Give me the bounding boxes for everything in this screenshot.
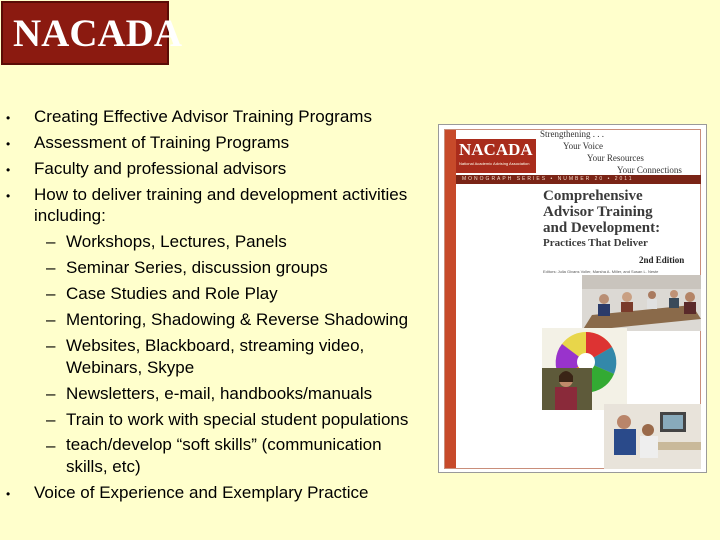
cover-logo-text: NACADA [459,140,533,159]
sub-item: Newsletters, e-mail, handbooks/manuals [66,384,373,403]
cover-edition: 2nd Edition [639,255,685,265]
cover-title-line: Comprehensive [543,188,643,204]
cover-tagline: Your Connections [617,165,682,175]
sub-bullet-marker: – [46,258,56,277]
cover-tagline: Strengthening . . . [540,129,604,139]
cover-logo [456,139,536,173]
sub-item: Case Studies and Role Play [66,284,278,303]
cover-title-line: and Development: [543,220,661,236]
cover-photo-meeting [582,275,701,331]
sub-item: teach/develop “soft skills” (communication [66,435,382,454]
cover-photo-computer [604,404,701,469]
sub-item: Seminar Series, discussion groups [66,258,328,277]
sub-item: Websites, Blackboard, streaming video, [66,336,365,355]
cover-title-line: Advisor Training [543,204,653,220]
sub-bullet-marker: – [46,436,56,455]
cover-photo-presenter [542,368,592,410]
cover-series-band: MONOGRAPH SERIES • NUMBER 20 • 2011 [456,175,701,184]
cover-title [543,188,660,250]
presenter-graphic [542,368,592,410]
sub-item: Workshops, Lectures, Panels [66,232,287,251]
sub-bullet-marker: – [46,336,56,355]
bullet-marker: • [6,137,11,151]
sub-bullet-marker: – [46,384,56,403]
sub-bullet-marker: – [46,310,56,329]
sub-bullet-marker: – [46,410,56,429]
bullet-marker: • [6,111,11,125]
bullet-marker: • [6,487,11,501]
sub-item-continued: Webinars, Skype [66,358,195,377]
bullet-item: Faculty and professional advisors [34,159,287,178]
computer-graphic [604,404,701,469]
book-cover-image [438,124,707,473]
bullet-marker: • [6,189,11,203]
bullet-item: Creating Effective Advisor Training Programs [34,107,372,126]
bullet-item: How to deliver training and development activities [34,185,408,204]
bullet-item: Voice of Experience and Exemplary Practice [34,483,369,502]
sub-item: Train to work with special student populations [66,410,409,429]
sub-item-continued: skills, etc) [66,457,141,476]
bullet-item: Assessment of Training Programs [34,133,290,152]
cover-subtitle: Practices That Deliver [543,237,648,249]
cover-authors: Editors: Julia Givans Voller, Marsha A. Miller, and Susan L. Neste [543,269,659,274]
bullet-item-continued: including: [34,206,106,225]
cover-logo-subtitle: National Academic Advising Association [459,161,530,166]
meeting-photo-graphic [582,275,701,331]
sub-bullet-marker: – [46,284,56,303]
sub-item: Mentoring, Shadowing & Reverse Shadowing [66,310,409,329]
cover-tagline: Your Resources [587,153,644,163]
logo-text: NACADA [13,12,182,55]
cover-tagline: Your Voice [563,141,604,151]
bullet-marker: • [6,163,11,177]
sub-bullet-marker: – [46,232,56,251]
